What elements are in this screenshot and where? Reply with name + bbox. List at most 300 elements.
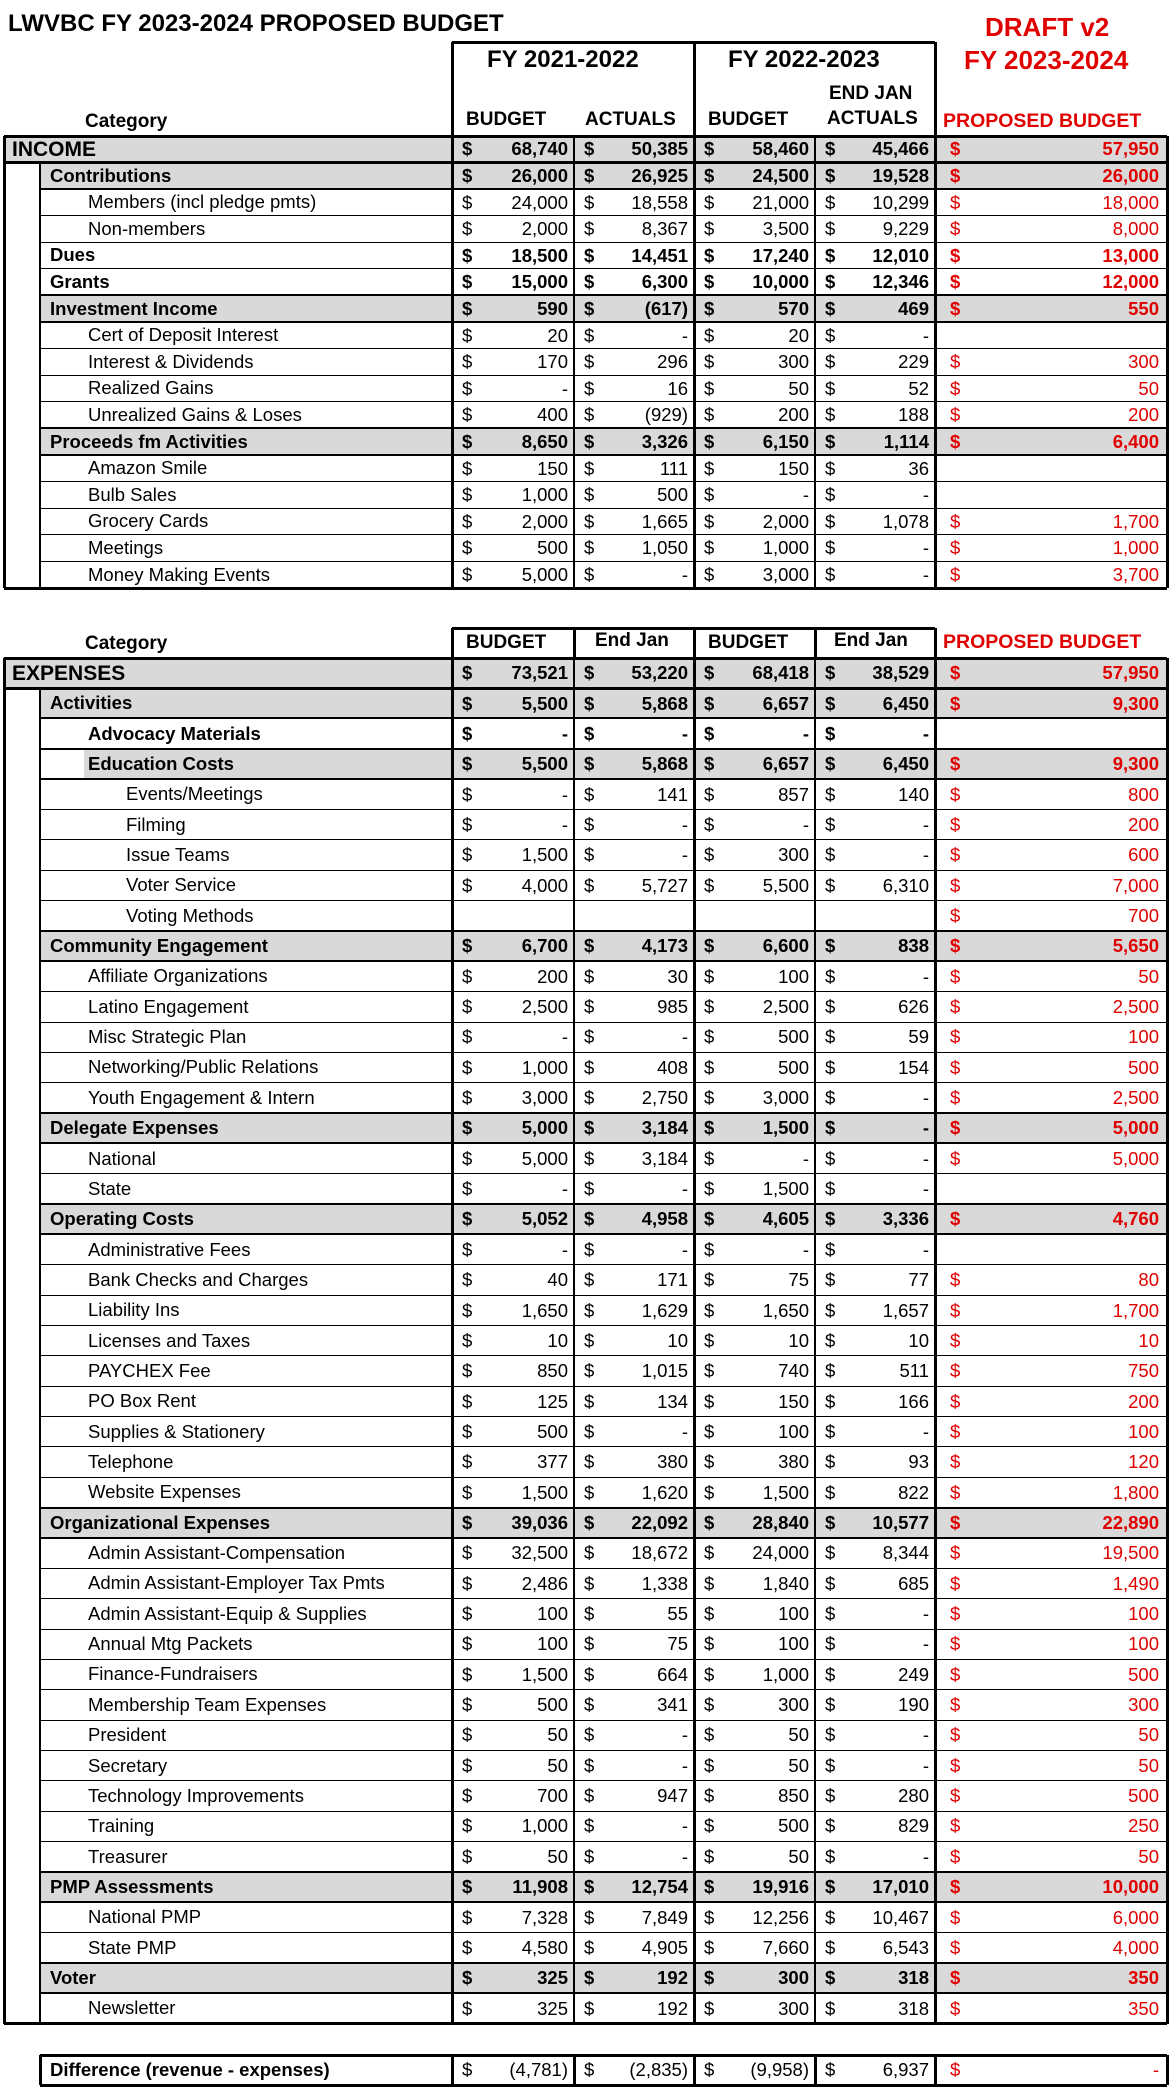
currency-symbol: $ <box>462 692 473 714</box>
currency-symbol: $ <box>462 1845 473 1867</box>
cell-value: 5,500 <box>762 874 809 896</box>
cell-value: 100 <box>537 1603 568 1625</box>
cell-value: 13,000 <box>1102 244 1159 266</box>
currency-symbol: $ <box>825 191 836 213</box>
cell-value: 500 <box>537 1694 568 1716</box>
expense-row-label: Administrative Fees <box>88 1238 251 1260</box>
currency-symbol: $ <box>825 218 836 240</box>
currency-symbol: $ <box>462 2059 473 2080</box>
expense-row-label: Affiliate Organizations <box>88 965 268 987</box>
income-row-label: Interest & Dividends <box>88 350 254 372</box>
cell-value: 985 <box>657 996 688 1018</box>
row-border <box>40 1355 1167 1356</box>
row-border <box>40 348 1167 349</box>
row-border <box>40 870 1167 871</box>
cell-value: 190 <box>898 1694 929 1716</box>
cell-value: 6,400 <box>1112 430 1159 452</box>
income-row-label: INCOME <box>12 137 96 161</box>
expense-row-label: Telephone <box>88 1451 174 1473</box>
cell-value: 300 <box>778 844 809 866</box>
currency-symbol: $ <box>950 271 961 293</box>
currency-symbol: $ <box>462 1481 473 1503</box>
cell-value: 700 <box>1128 904 1159 926</box>
cell-value: 838 <box>898 935 929 957</box>
cell-value: - <box>922 1754 929 1776</box>
cell-value: 1,840 <box>762 1572 809 1594</box>
cell-value: 3,184 <box>641 1147 688 1169</box>
cell-value: - <box>561 377 568 399</box>
cell-value: 1,050 <box>641 537 688 559</box>
cell-value: 2,000 <box>762 510 809 532</box>
cell-value: 550 <box>1128 297 1159 319</box>
cell-value: 5,052 <box>521 1208 568 1230</box>
difference-row-label: Difference (revenue - expenses) <box>50 2059 330 2080</box>
cell-value: - <box>681 1178 688 1200</box>
currency-symbol: $ <box>584 1056 595 1078</box>
cell-value: 6,150 <box>762 430 809 452</box>
cell-value: 59 <box>908 1026 929 1048</box>
row-border <box>40 779 1167 780</box>
cell-value: 50 <box>547 1724 568 1746</box>
cell-value: 4,000 <box>521 874 568 896</box>
currency-symbol: $ <box>462 297 473 319</box>
cell-value: 300 <box>1128 351 1159 373</box>
currency-symbol: $ <box>462 430 473 452</box>
currency-symbol: $ <box>462 1724 473 1746</box>
currency-symbol: $ <box>825 1329 836 1351</box>
currency-symbol: $ <box>462 1360 473 1382</box>
income-row-label: Money Making Events <box>88 563 271 585</box>
currency-symbol: $ <box>584 404 595 426</box>
cell-value: 16 <box>667 377 688 399</box>
currency-symbol: $ <box>462 996 473 1018</box>
cell-value: 4,000 <box>1112 1936 1159 1958</box>
currency-symbol: $ <box>950 1603 961 1625</box>
cell-value: 3,000 <box>762 1087 809 1109</box>
cell-value: 200 <box>537 965 568 987</box>
expense-row-label: Voter <box>50 1966 96 1988</box>
row-border <box>40 1416 1167 1417</box>
cell-value: 57,950 <box>1102 662 1159 684</box>
currency-symbol: $ <box>462 1420 473 1442</box>
cell-value: - <box>922 537 929 559</box>
currency-symbol: $ <box>950 377 961 399</box>
cell-value: 100 <box>1128 1026 1159 1048</box>
currency-symbol: $ <box>825 1178 836 1200</box>
expense-row-label: Finance-Fundraisers <box>88 1663 258 1685</box>
currency-symbol: $ <box>950 1876 961 1898</box>
expense-row-label: Licenses and Taxes <box>88 1329 251 1351</box>
expense-row-label: Community Engagement <box>50 935 268 957</box>
cell-value: 4,905 <box>641 1936 688 1958</box>
currency-symbol: $ <box>462 1026 473 1048</box>
currency-symbol: $ <box>825 1663 836 1685</box>
expense-row-label: Treasurer <box>88 1845 168 1867</box>
column-header-budget: BUDGET <box>708 632 789 653</box>
cell-value: 19,500 <box>1102 1542 1159 1564</box>
currency-symbol: $ <box>704 722 715 744</box>
currency-symbol: $ <box>584 753 595 775</box>
currency-symbol: $ <box>704 1876 715 1898</box>
currency-symbol: $ <box>825 692 836 714</box>
income-row-label: Bulb Sales <box>88 483 177 505</box>
row-border <box>40 189 1167 190</box>
expense-row-label: Membership Team Expenses <box>88 1693 327 1715</box>
cell-value: 626 <box>898 996 929 1018</box>
cell-value: - <box>561 813 568 835</box>
cell-value: 7,660 <box>762 1936 809 1958</box>
currency-symbol: $ <box>950 1390 961 1412</box>
cell-value: 5,868 <box>641 753 688 775</box>
expense-row-label: Events/Meetings <box>126 783 263 805</box>
expense-row-label: State PMP <box>88 1936 177 1958</box>
currency-symbol: $ <box>462 1603 473 1625</box>
currency-symbol: $ <box>584 1906 595 1928</box>
row-border <box>40 1143 1167 1144</box>
currency-symbol: $ <box>704 996 715 1018</box>
currency-symbol: $ <box>462 844 473 866</box>
currency-symbol: $ <box>462 722 473 744</box>
row-border <box>40 1598 1167 1599</box>
cell-value: 325 <box>537 1997 568 2019</box>
expense-row-label: Training <box>88 1815 155 1837</box>
currency-symbol: $ <box>825 1481 836 1503</box>
cell-value: - <box>561 1178 568 1200</box>
cell-value: 300 <box>778 351 809 373</box>
row-border <box>40 961 1167 962</box>
cell-value: 2,000 <box>521 218 568 240</box>
cell-value: 947 <box>657 1785 688 1807</box>
expense-row-label: Annual Mtg Packets <box>88 1633 253 1655</box>
cell-value: 800 <box>1128 783 1159 805</box>
currency-symbol: $ <box>950 1815 961 1837</box>
cell-value: 200 <box>778 404 809 426</box>
cell-value: 1,500 <box>762 1117 809 1139</box>
currency-symbol: $ <box>704 1542 715 1564</box>
currency-symbol: $ <box>584 1329 595 1351</box>
currency-symbol: $ <box>825 662 836 684</box>
row-border <box>40 1993 1167 1994</box>
cell-value: 500 <box>537 537 568 559</box>
cell-value: 2,500 <box>521 996 568 1018</box>
currency-symbol: $ <box>462 935 473 957</box>
currency-symbol: $ <box>825 1026 836 1048</box>
cell-value: 125 <box>537 1390 568 1412</box>
cell-value: 1,500 <box>521 1481 568 1503</box>
cell-value: 1,650 <box>521 1299 568 1321</box>
expense-row-label: National <box>88 1147 156 1169</box>
column-border <box>451 136 454 588</box>
frame-border <box>40 2054 1167 2057</box>
currency-symbol: $ <box>462 1390 473 1412</box>
cell-value: 5,000 <box>521 1117 568 1139</box>
row-border <box>40 718 1167 719</box>
expense-row-label: Newsletter <box>88 1997 176 2019</box>
currency-symbol: $ <box>704 537 715 559</box>
cell-value: - <box>681 1724 688 1746</box>
currency-symbol: $ <box>825 1785 836 1807</box>
currency-symbol: $ <box>825 1694 836 1716</box>
currency-symbol: $ <box>584 1299 595 1321</box>
currency-symbol: $ <box>584 1390 595 1412</box>
currency-symbol: $ <box>825 813 836 835</box>
frame-border <box>1166 658 1169 2024</box>
currency-symbol: $ <box>825 1936 836 1958</box>
cell-value: 250 <box>1128 1815 1159 1837</box>
currency-symbol: $ <box>704 1967 715 1989</box>
cell-value: 511 <box>899 1360 929 1382</box>
cell-value: 188 <box>898 404 929 426</box>
cell-value: 26,000 <box>1102 164 1159 186</box>
cell-value: 300 <box>778 1997 809 2019</box>
currency-symbol: $ <box>584 1936 595 1958</box>
cell-value: 380 <box>657 1451 688 1473</box>
cell-value: - <box>681 1845 688 1867</box>
expense-row-label: Delegate Expenses <box>50 1117 219 1139</box>
cell-value: 4,958 <box>641 1208 688 1230</box>
currency-symbol: $ <box>704 191 715 213</box>
cell-value: 500 <box>1128 1663 1159 1685</box>
row-border <box>40 839 1167 840</box>
row-border <box>40 242 1167 243</box>
cell-value: 7,000 <box>1112 874 1159 896</box>
expense-row-label: Youth Engagement & Intern <box>88 1086 315 1108</box>
cell-value: 50 <box>788 1754 809 1776</box>
currency-symbol: $ <box>950 191 961 213</box>
frame-border <box>39 688 41 2023</box>
currency-symbol: $ <box>950 1633 961 1655</box>
cell-value: - <box>922 1603 929 1625</box>
currency-symbol: $ <box>584 1754 595 1776</box>
currency-symbol: $ <box>825 1056 836 1078</box>
currency-symbol: $ <box>584 138 595 160</box>
cell-value: 500 <box>778 1056 809 1078</box>
currency-symbol: $ <box>462 510 473 532</box>
cell-value: 50 <box>788 1724 809 1746</box>
cell-value: 12,754 <box>631 1876 688 1898</box>
currency-symbol: $ <box>462 1754 473 1776</box>
currency-symbol: $ <box>950 1724 961 1746</box>
currency-symbol: $ <box>462 1178 473 1200</box>
cell-value: 249 <box>898 1663 929 1685</box>
currency-symbol: $ <box>584 1420 595 1442</box>
currency-symbol: $ <box>462 1208 473 1230</box>
cell-value: - <box>922 484 929 506</box>
cell-value: 45,466 <box>872 138 929 160</box>
currency-symbol: $ <box>704 430 715 452</box>
cell-value: 18,672 <box>631 1542 688 1564</box>
currency-symbol: $ <box>704 510 715 532</box>
currency-symbol: $ <box>950 297 961 319</box>
cell-value: 5,000 <box>1112 1147 1159 1169</box>
row-border <box>40 1902 1167 1903</box>
expense-row-label: Latino Engagement <box>88 995 249 1017</box>
currency-symbol: $ <box>584 1451 595 1473</box>
row-border <box>40 1082 1167 1083</box>
cell-value: 12,256 <box>752 1906 809 1928</box>
cell-value: - <box>681 844 688 866</box>
currency-symbol: $ <box>462 1694 473 1716</box>
currency-symbol: $ <box>825 457 836 479</box>
cell-value: 192 <box>657 1997 688 2019</box>
cell-value: - <box>922 1147 929 1169</box>
currency-symbol: $ <box>462 404 473 426</box>
currency-symbol: $ <box>825 164 836 186</box>
cell-value: 100 <box>778 1603 809 1625</box>
currency-symbol: $ <box>825 430 836 452</box>
column-border <box>451 2055 454 2085</box>
cell-value: 469 <box>898 297 929 319</box>
row-border <box>40 1173 1167 1174</box>
expense-row-label: Misc Strategic Plan <box>88 1026 247 1048</box>
currency-symbol: $ <box>950 1147 961 1169</box>
column-header-end-jan: End Jan <box>834 630 908 651</box>
currency-symbol: $ <box>704 484 715 506</box>
currency-symbol: $ <box>584 1724 595 1746</box>
cell-value: 58,460 <box>752 138 809 160</box>
row-border <box>40 1264 1167 1265</box>
cell-value: 170 <box>537 351 568 373</box>
cell-value: 100 <box>1128 1603 1159 1625</box>
currency-symbol: $ <box>704 1451 715 1473</box>
cell-value: 341 <box>657 1694 688 1716</box>
currency-symbol: $ <box>584 1511 595 1533</box>
currency-symbol: $ <box>704 1147 715 1169</box>
currency-symbol: $ <box>704 1026 715 1048</box>
cell-value: 200 <box>1128 1390 1159 1412</box>
currency-symbol: $ <box>825 1117 836 1139</box>
currency-symbol: $ <box>584 1845 595 1867</box>
cell-value: 350 <box>1128 1997 1159 2019</box>
cell-value: - <box>922 1178 929 1200</box>
cell-value: 150 <box>778 1390 809 1412</box>
currency-symbol: $ <box>462 1056 473 1078</box>
draft-fiscal-year: FY 2023-2024 <box>964 45 1129 75</box>
currency-symbol: $ <box>825 935 836 957</box>
cell-value: 166 <box>898 1390 929 1412</box>
currency-symbol: $ <box>825 1967 836 1989</box>
cell-value: 50 <box>1138 377 1159 399</box>
currency-symbol: $ <box>704 218 715 240</box>
cell-value: 822 <box>898 1481 929 1503</box>
cell-value: 8,650 <box>521 430 568 452</box>
cell-value: 52 <box>908 377 929 399</box>
cell-value: 590 <box>537 297 568 319</box>
currency-symbol: $ <box>950 1360 961 1382</box>
currency-symbol: $ <box>825 244 836 266</box>
currency-symbol: $ <box>462 244 473 266</box>
cell-value: 39,036 <box>511 1511 568 1533</box>
cell-value: 1,700 <box>1112 510 1159 532</box>
cell-value: 26,925 <box>631 164 688 186</box>
cell-value: 1,700 <box>1112 1299 1159 1321</box>
currency-symbol: $ <box>704 965 715 987</box>
cell-value: 1,338 <box>641 1572 688 1594</box>
cell-value: 12,010 <box>872 244 929 266</box>
expense-row-label: National PMP <box>88 1906 202 1928</box>
currency-symbol: $ <box>704 271 715 293</box>
currency-symbol: $ <box>950 1694 961 1716</box>
row-border <box>40 1780 1167 1781</box>
frame-border <box>40 2084 1167 2087</box>
income-row-label: Grocery Cards <box>88 510 209 532</box>
currency-symbol: $ <box>950 662 961 684</box>
cell-value: 5,868 <box>641 692 688 714</box>
cell-value: 50 <box>788 1845 809 1867</box>
cell-value: 829 <box>898 1815 929 1837</box>
currency-symbol: $ <box>950 1906 961 1928</box>
currency-symbol: $ <box>950 537 961 559</box>
currency-symbol: $ <box>950 138 961 160</box>
row-border <box>40 1811 1167 1812</box>
cell-value: 325 <box>537 1967 568 1989</box>
cell-value: 9,300 <box>1112 692 1159 714</box>
frame-border <box>39 2055 42 2085</box>
cell-value: 30 <box>667 965 688 987</box>
currency-symbol: $ <box>704 1208 715 1230</box>
currency-symbol: $ <box>704 164 715 186</box>
cell-value: 100 <box>778 965 809 987</box>
cell-value: 10 <box>547 1329 568 1351</box>
currency-symbol: $ <box>825 1420 836 1442</box>
currency-symbol: $ <box>704 1997 715 2019</box>
cell-value: 318 <box>898 1997 929 2019</box>
currency-symbol: $ <box>462 537 473 559</box>
currency-symbol: $ <box>462 1299 473 1321</box>
cell-value: 50 <box>1138 1845 1159 1867</box>
currency-symbol: $ <box>584 1633 595 1655</box>
currency-symbol: $ <box>950 783 961 805</box>
cell-value: 18,558 <box>631 191 688 213</box>
frame-border <box>4 657 1167 660</box>
currency-symbol: $ <box>825 1087 836 1109</box>
cell-value: 5,650 <box>1112 935 1159 957</box>
row-border <box>40 1871 1167 1873</box>
column-border <box>693 42 696 136</box>
cell-value: - <box>561 1026 568 1048</box>
cell-value: 1,000 <box>1112 537 1159 559</box>
currency-symbol: $ <box>950 1936 961 1958</box>
cell-value: 140 <box>898 783 929 805</box>
expense-row-label: Admin Assistant-Compensation <box>88 1542 346 1564</box>
cell-value: 19,528 <box>872 164 929 186</box>
cell-value: 1,000 <box>762 537 809 559</box>
expense-row-label: PAYCHEX Fee <box>88 1359 211 1381</box>
currency-symbol: $ <box>825 1845 836 1867</box>
currency-symbol: $ <box>584 484 595 506</box>
currency-symbol: $ <box>584 430 595 452</box>
currency-symbol: $ <box>704 813 715 835</box>
cell-value: 300 <box>1128 1694 1159 1716</box>
currency-symbol: $ <box>825 1815 836 1837</box>
cell-value: - <box>802 813 809 835</box>
cell-value: 2,500 <box>1112 1087 1159 1109</box>
currency-symbol: $ <box>584 1967 595 1989</box>
cell-value: 24,000 <box>752 1542 809 1564</box>
currency-symbol: $ <box>704 1906 715 1928</box>
currency-symbol: $ <box>825 1906 836 1928</box>
cell-value: 171 <box>657 1269 688 1291</box>
column-border <box>451 628 454 658</box>
cell-value: 55 <box>667 1603 688 1625</box>
cell-value: 18,000 <box>1102 191 1159 213</box>
expense-row-label: Issue Teams <box>126 844 230 866</box>
currency-symbol: $ <box>950 1997 961 2019</box>
cell-value: 6,543 <box>882 1936 929 1958</box>
currency-symbol: $ <box>704 662 715 684</box>
cell-value: 3,184 <box>641 1117 688 1139</box>
currency-symbol: $ <box>584 1238 595 1260</box>
